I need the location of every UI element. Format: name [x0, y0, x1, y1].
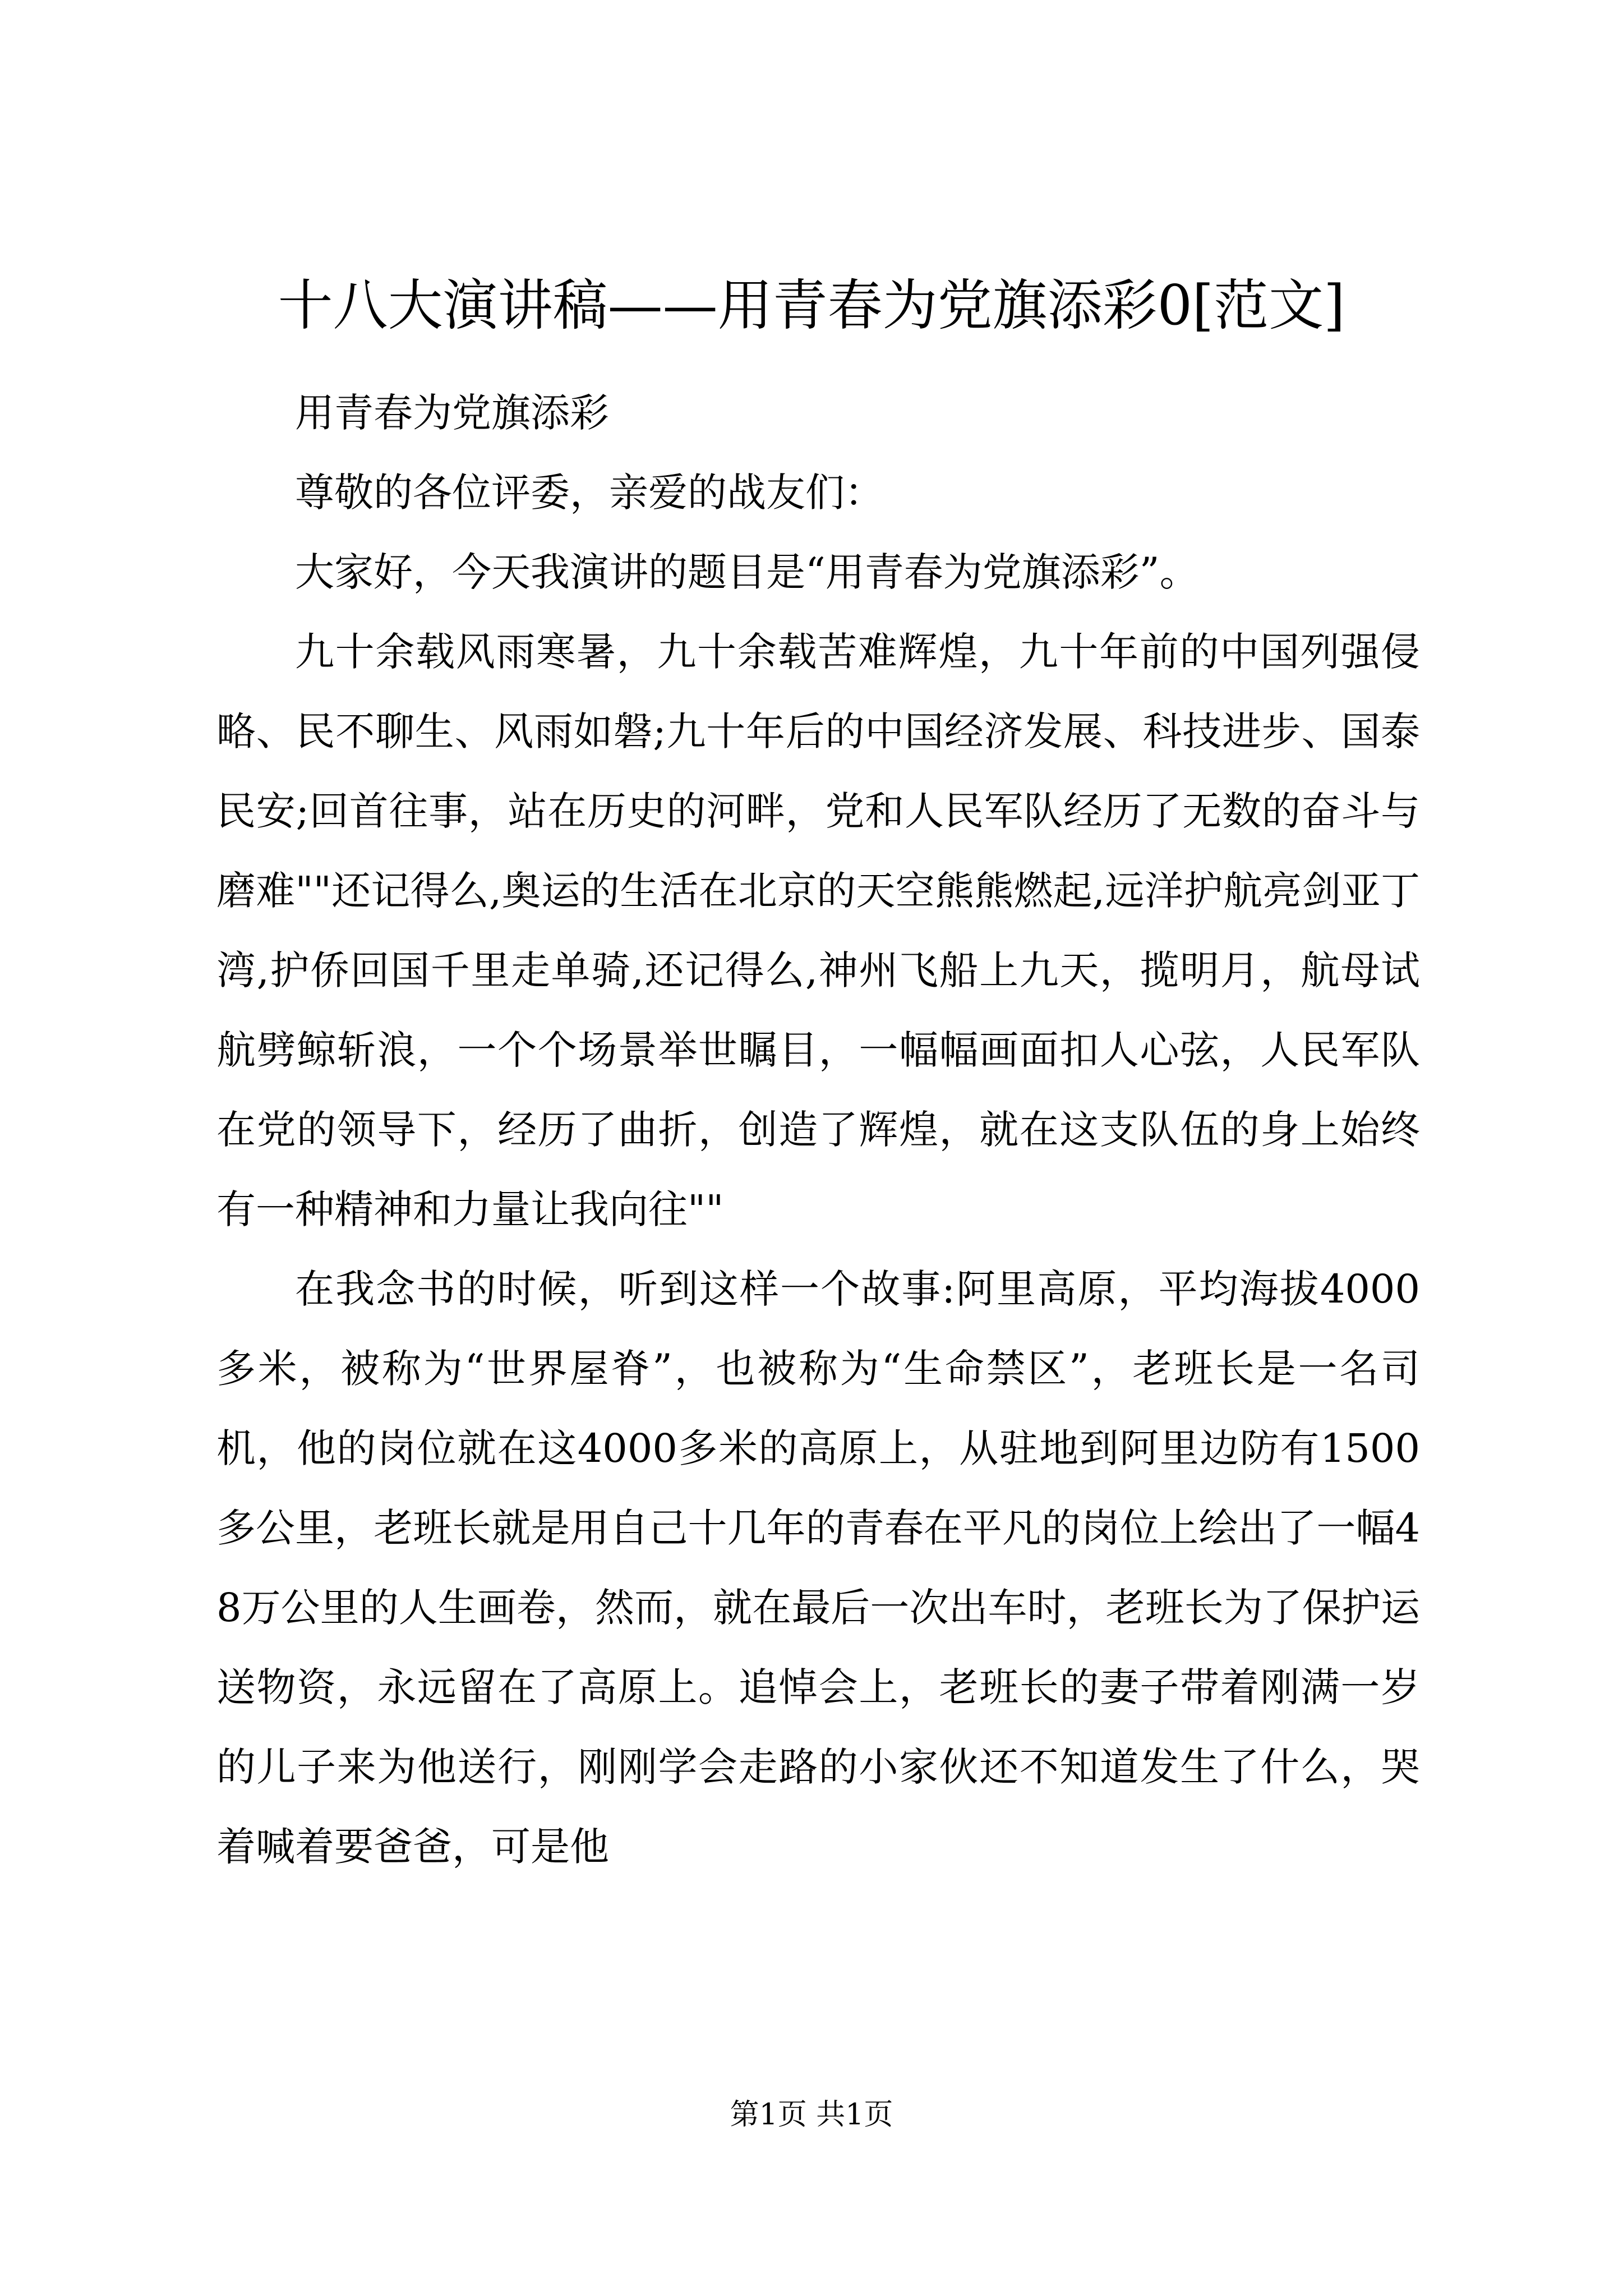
- subtitle-paragraph: 用青春为党旗添彩: [295, 390, 609, 436]
- body-paragraph: 九十余载风雨寒暑，九十余载苦难辉煌，九十年前的中国列强侵略、民不聊生、风雨如磐;九十年后的中国经济发展、科技进步、国泰民安;回首往事，站在历史的河畔，党和人民军队经历了无数的奋斗与磨难""还记得么,奥运的生活在北京的天空熊熊燃起,远洋护航亮剑亚丁湾,护侨回国千里走单骑,还记得么,神州飞船上九天，揽明月，航母试航劈鲸斩浪，一个个场景举世瞩目，一幅幅画面扣人心弦，人民军队在党的领导下，经历了曲折，创造了辉煌，就在这支队伍的身上始终有一种精神和力量让我向往"": [216, 629, 1420, 1232]
- salutation-paragraph: 尊敬的各位评委，亲爱的战友们：: [295, 470, 884, 516]
- body-paragraph: 在我念书的时候，听到这样一个故事:阿里高原，平均海拔4000多米，被称为“世界屋脊”，也被称为“生命禁区”，老班长是一名司机，他的岗位就在这4000多米的高原上，从驻地到阿里边防有1500多公里，老班长就是用自己十几年的青春在平凡的岗位上绘出了一幅48万公里的人生画卷，然而，就在最后一次出车时，老班长为了保护运送物资，永远留在了高原上。追悼会上，老班长的妻子带着刚满一岁的儿子来为他送行，刚刚学会走路的小家伙还不知道发生了什么，哭着喊着要爸爸，可是他: [216, 1266, 1420, 1870]
- greeting-paragraph: 大家好，今天我演讲的题目是“用青春为党旗添彩”。: [295, 549, 1199, 595]
- page-footer: 第1页 共1页: [730, 2098, 893, 2132]
- document-body: [216, 373, 1420, 1887]
- document-title: 十八大演讲稿——用青春为党旗添彩0[范文]: [278, 274, 1345, 338]
